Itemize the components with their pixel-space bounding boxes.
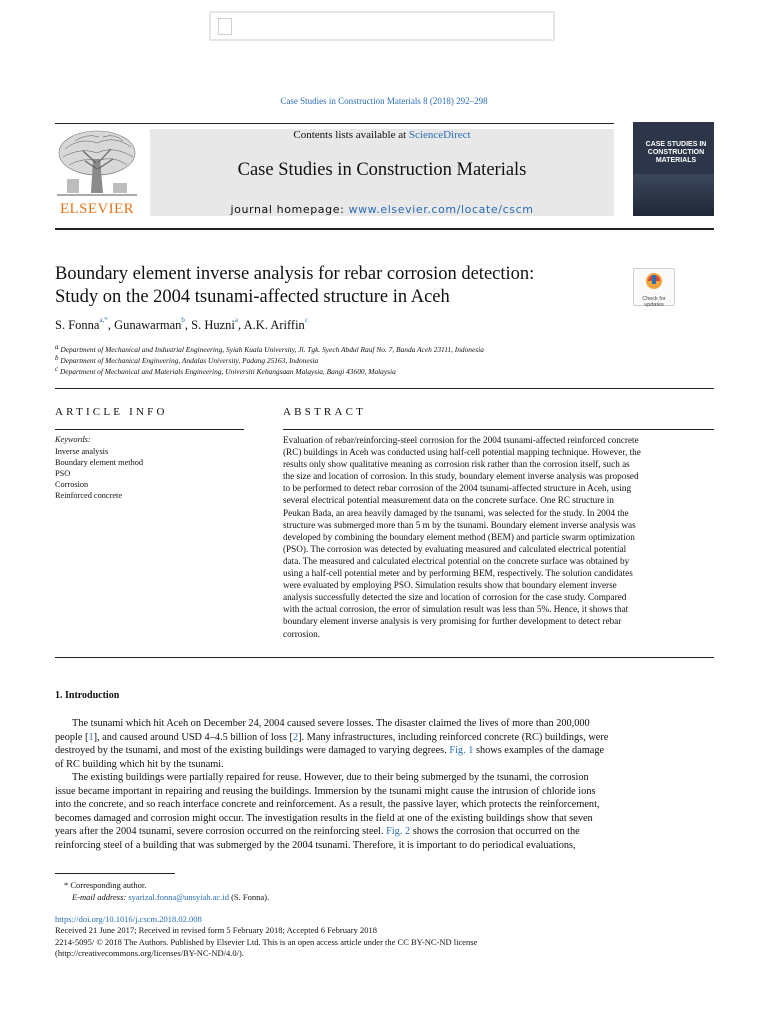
abstract-line: (RC) buildings in Aceh was conducted using half-cell potential mapping technique. However, the — [283, 447, 641, 458]
body-line: reinforcing steel of a building that was submerged by the 2004 tsunami. Therefore, it is important to do periodical evaluations, — [55, 839, 576, 851]
abstract-heading: ABSTRACT — [283, 406, 367, 418]
page-thumbnail-icon — [218, 18, 232, 35]
abstract-line: to be performed to detect rebar corrosion of the 2004 tsunami-affected structure in Aceh, using — [283, 483, 632, 494]
body-line: The tsunami which hit Aceh on December 24, 2004 caused severe losses. The disaster claimed the lives of more than 200,000 — [72, 718, 590, 729]
abstract-text — [283, 434, 714, 640]
author-list: S. Fonna$^{a,*}$, Gunawarman$^b$, S. Huzni$^a$, A.K. Ariffin$^c$ — [55, 316, 308, 332]
abstract-line: structure was submerged more than 5 m by the tsunami. Boundary element inverse analysis was — [283, 519, 636, 530]
cover-title: CASE STUDIES IN CONSTRUCTION MATERIALS — [645, 141, 707, 164]
body-line: years after the 2004 tsunami, severe corrosion occurred on the reinforcing steel. Fig. 2 shows the corrosion that occurred on the — [55, 826, 580, 837]
article-title — [55, 263, 625, 309]
email-line: E-mail address: syarizal.fonna@unsyiah.ac.id (S. Fonna). — [72, 892, 270, 902]
journal-citation[interactable]: Case Studies in Construction Materials 8 (2018) 292–298 — [280, 96, 488, 106]
intro-paragraph-2 — [55, 771, 714, 852]
body-line: of RC building which hit by the tsunami. — [55, 758, 224, 770]
abstract-line: using a half-cell potential meter and by performing BEM, respectively. The solution candidates — [283, 568, 633, 579]
homepage-line — [150, 203, 614, 216]
author[interactable]: S. Huzni$^a$ — [191, 316, 239, 332]
figure-link[interactable]: Fig. 2 — [386, 826, 411, 837]
abstract-line: Evaluation of rebar/reinforcing-steel corrosion for the 2004 tsunami-affected reinforced concrete — [283, 435, 639, 445]
footnote-rule — [55, 873, 175, 874]
abstract-line: analysis successfully detected the size and location of corrosion for the case study. Compared — [283, 592, 627, 603]
abstract-rule — [283, 429, 714, 430]
article-info-rule — [55, 429, 244, 430]
keyword-item: Reinforced concrete — [55, 491, 123, 500]
keywords-label: Keywords: — [55, 435, 91, 444]
elsevier-wordmark: ELSEVIER — [59, 201, 135, 217]
sciencedirect-link[interactable]: ScienceDirect — [408, 129, 471, 141]
email-link[interactable]: syarizal.fonna@unsyiah.ac.id — [128, 892, 229, 902]
section-heading-introduction: 1. Introduction — [55, 690, 120, 701]
homepage-prefix: journal homepage: — [230, 203, 349, 216]
abstract-line: corrosion. — [283, 628, 320, 639]
elsevier-tree-logo-icon — [55, 129, 139, 201]
ref-link[interactable]: 1 — [88, 731, 94, 743]
abstract-line: boundary element inverse analysis is very promising for further development to detect rebar — [283, 616, 622, 627]
figure-link[interactable]: Fig. 1 — [449, 745, 474, 756]
article-info-heading: ARTICLE INFO — [55, 406, 168, 418]
title-line-1: Boundary element inverse analysis for rebar corrosion detection: — [55, 264, 535, 284]
affiliation-rule — [55, 388, 714, 389]
keyword-item: Boundary element method — [55, 458, 144, 467]
abstract-line: were evaluated by employing PSO. Simulation results show that boundary element inverse — [283, 580, 617, 591]
body-line: issue became important in repairing and reusing the buildings. Immersion by the tsunami might cause the intrusion of chloride ions — [55, 785, 596, 797]
ref-link[interactable]: 2 — [292, 731, 299, 743]
homepage-link[interactable]: www.elsevier.com/locate/cscm — [348, 203, 534, 216]
intro-paragraph-1 — [55, 717, 714, 771]
abstract-line: developed by combining the boundary element method (BEM) and particle swarm optimization — [283, 531, 635, 542]
keyword-item: Inverse analysis — [55, 447, 109, 456]
doi-link[interactable]: https://doi.org/10.1016/j.cscm.2018.02.008 — [55, 914, 202, 924]
body-line: The existing buildings were partially repaired for reuse. However, due to their being submerged by the tsunami, the corrosion — [72, 772, 589, 783]
affiliation-b: $^b$ Department of Mechanical Engineering, Andalas University, Padang 25163, Indonesia — [55, 354, 319, 365]
pdf-toolbar-box[interactable] — [209, 11, 555, 41]
author[interactable]: Gunawarman$^b$ — [114, 316, 185, 332]
abstract-line: several electrical potential measurement data on the concrete surface. One RC structure in — [283, 495, 614, 506]
check-updates-label: Check for updates — [642, 296, 666, 308]
body-line: people [1], and caused around USD 4–4.5 billion of loss [2]. Many infrastructures, including reinforced concrete (RC) buildings, were — [55, 731, 609, 743]
abstract-line: (PSO). The corrosion was detected by evaluating measured and calculated electrical potential — [283, 543, 627, 554]
journal-name: Case Studies in Construction Materials — [237, 160, 527, 180]
contents-line — [150, 129, 614, 141]
body-line: destroyed by the tsunami, and most of the existing buildings were damaged to varying degrees. Fig. 1 shows examples of the damage — [55, 745, 605, 756]
abstract-line: results only show qualitative meaning as corrosion risk rather than the corrosion itself, such as — [283, 459, 630, 470]
author[interactable]: A.K. Ariffin$^c$ — [243, 316, 308, 332]
check-updates-icon — [634, 269, 674, 291]
corresponding-author-note: * Corresponding author. — [64, 880, 147, 890]
header-rule-bottom — [55, 228, 714, 230]
license-line-2: (http://creativecommons.org/licenses/BY-NC-ND/4.0/). — [55, 948, 244, 958]
license-line-1: 2214-5095/ © 2018 The Authors. Published by Elsevier Ltd. This is an open access article under the CC BY-NC-ND license — [55, 937, 478, 947]
abstract-line: Peukan Bada, an area heavily damaged by the tsunami, was selected for the study. In 2004 the — [283, 507, 629, 518]
cover-image — [633, 174, 714, 216]
title-line-2: Study on the 2004 tsunami-affected structure in Aceh — [55, 287, 450, 307]
received-dates: Received 21 June 2017; Received in revised form 5 February 2018; Accepted 6 February 2018 — [55, 925, 377, 935]
contents-prefix: Contents lists available at — [293, 129, 409, 141]
abstract-line: the size and location of corrosion. In this study, boundary element inverse analysis was proposed — [283, 471, 639, 482]
author[interactable]: S. Fonna$^{a,*}$ — [55, 316, 108, 332]
keyword-item: Corrosion — [55, 480, 89, 489]
affiliation-a: $^a$ Department of Mechanical and Industrial Engineering, Syiah Kuala University, Jl. Tgk. Syech Abdul Rauf No. 7, Banda Aceh 23111, Indonesia — [55, 343, 484, 354]
journal-cover[interactable] — [633, 122, 714, 216]
abstract-bottom-rule — [55, 657, 714, 658]
body-line: into the concrete, and so reach interface concrete and reinforcement. As a result, the passive layer, which protects the reinforcement, — [55, 799, 600, 810]
abstract-line: with the actual corrosion, the error of simulation result was less than 5%. Hence, it shows that — [283, 604, 629, 615]
affiliation-c: $^c$ Department of Mechanical and Materials Engineering, Universiti Kebangsaan Malaysia, Bangi 43600, Malaysia — [55, 365, 396, 376]
body-line: becomes damaged and corrosion might occur. The investigation results in the field at one of the existing buildings show that seven — [55, 812, 593, 824]
header-rule-top — [55, 123, 614, 124]
abstract-line: data. The measured and calculated electrical potential on the concrete surface was obtained by — [283, 555, 630, 566]
check-for-updates-button[interactable] — [633, 268, 675, 306]
keyword-item: PSO — [55, 469, 71, 478]
